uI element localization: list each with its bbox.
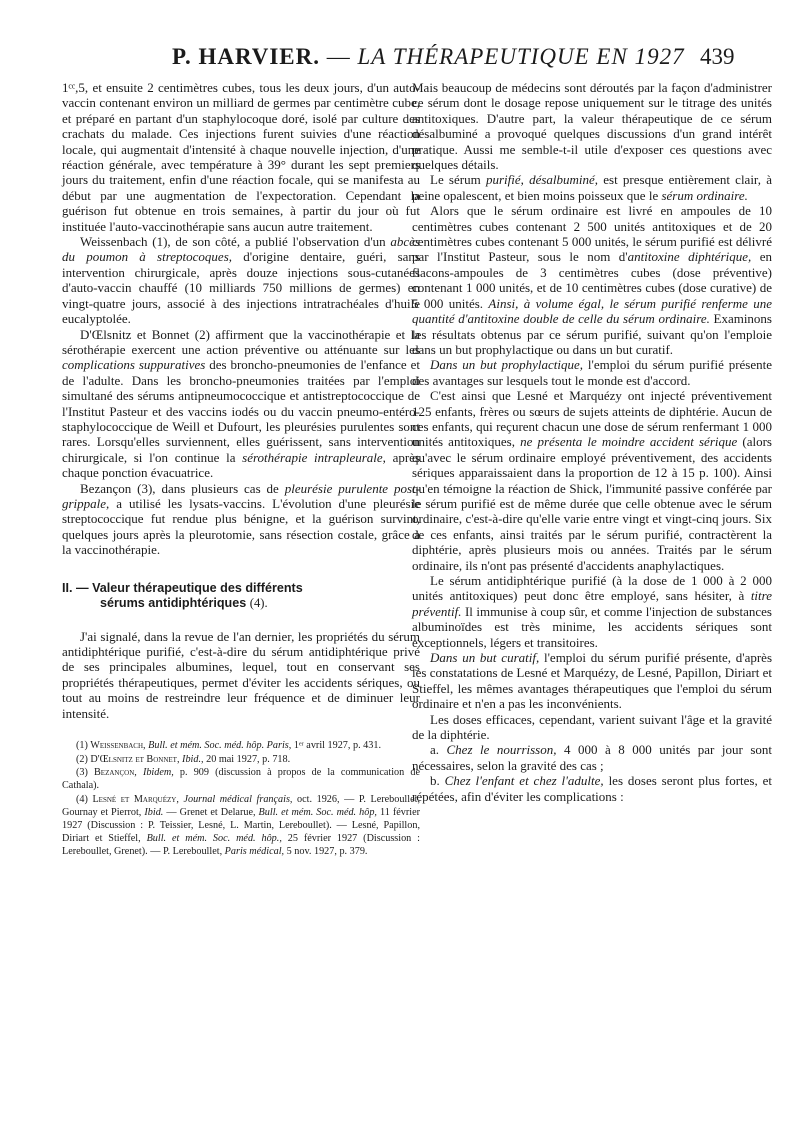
section-title-line1: Valeur thérapeutique des différents [92, 580, 303, 595]
footnote: (3) Bezançon, Ibidem, p. 909 (discussion à propos de la communication de Cathala). [62, 767, 420, 792]
left-column [62, 80, 420, 859]
section-dash: — [76, 580, 89, 595]
paragraph: Bezançon (3), dans plusieurs cas de pleurésie purulente post-grippale, a utilisé les lysats-vaccins. L'évolution d'une pleurésie streptococcique fut rendue plus bénigne, et la guérison survint, quelques jours après la pleurotomie, sans résection costale, grâce à la vaccinothérapie. [62, 480, 420, 558]
section-title-line2: sérums antidiphtériques [100, 595, 247, 610]
footnote: (1) Weissenbach, Bull. et mém. Soc. méd. hôp. Paris, 1ᵉʳ avril 1927, p. 431. [76, 740, 382, 752]
paragraph: Weissenbach (1), de son côté, a publié l'observation d'un abcès du poumon à streptocoques, d'origine dentaire, guéri, sans intervention chirurgicale, après douze injections sous-cutanées d'auto-vaccin chauffé (10 milliards 750 millions de germes) en vingt-quatre jours, associé à des injections intratrachéales d'huile eucalyptolée. [62, 234, 420, 327]
footnotes [62, 739, 420, 858]
paragraph: J'ai signalé, dans la revue de l'an dernier, les propriétés du sérum antidiphtérique purifié, c'est-à-dire du sérum antidiphtérique privé de ses principales albumines, lequel, tout en conservant ses propriétés thérapeutiques, permet d'éviter les accidents sériques, ou tout au moins de restreindre leur fréquence et de diminuer leur intensité. [62, 628, 420, 721]
section-heading [62, 581, 420, 611]
section-number: II. [62, 580, 73, 595]
section-footnote-ref: (4). [249, 595, 268, 610]
right-column [412, 80, 772, 804]
paragraph: Dans un but curatif, l'emploi du sérum purifié présente, d'après les constatations de Lesné et Marquézy, de Lesné, Papillon, Diriart et Stieffel, les mêmes avantages thérapeutiques que l'emploi du sérum ordinaire et n'en a pas les inconvénients. [412, 650, 772, 712]
paragraph: 1ᶜᶜ,5, et ensuite 2 centimètres cubes, tous les deux jours, d'un auto-vaccin contenant environ un milliard de germes par centimètre cube, et préparé en partant d'un staphylocoque doré, isolé par culture des crachats du malade. Ces injections furent suivies d'une réaction locale, qui augmentait d'intensité à chaque nouvelle injection, d'une réaction générale, avec température à 39° durant les sept premiers jours du traitement, enfin d'une réaction focale, qui se manifesta au début par une augmentation de l'expectoration. Cependant la guérison fut obtenue en trois semaines, à partir du jour où fut instituée l'auto-vaccinothérapie sans aucun autre traitement. [62, 80, 420, 234]
paragraph: Le sérum purifié, désalbuminé, est presque entièrement clair, à peine opalescent, et bien moins poisseux que le sérum ordinaire. [412, 172, 772, 203]
footnote: (2) D'Œlsnitz et Bonnet, Ibid., 20 mai 1927, p. 718. [76, 753, 291, 765]
running-title [172, 44, 685, 70]
paragraph: D'Œlsnitz et Bonnet (2) affirment que la vaccinothérapie et la sérothérapie exercent une action préventive ou atténuante sur les complications suppuratives des broncho-pneumonies de l'enfance et de l'adulte. Dans les broncho-pneumonies traitées par l'emploi simultané des sérums antipneumococcique et antistreptococcique de l'Institut Pasteur et des vaccins iodés ou du vaccin pneumo-entéro-staphylococcique de Weill et Dufourt, les pleurésies purulentes sont rares. Lorsqu'elles surviennent, elles guérissent, sans intervention chirurgicale, si l'on continue la sérothérapie intrapleurale, après chaque ponction évacuatrice. [62, 326, 420, 481]
paragraph: C'est ainsi que Lesné et Marquézy ont injecté préventivement 125 enfants, frères ou sœurs de sujets atteints de diphtérie. Aucun de ces enfants, qui reçurent chacun une dose de sérum renfermant 1 000 unités antitoxiques, ne présenta le moindre accident sérique (alors qu'avec le sérum ordinaire employé préventivement, des accidents sériques apparaissaient dans la proportion de 12 à 15 p. 100). Ainsi qu'en témoigne la réaction de Shick, l'immunité passive conférée par le sérum purifié est de même durée que celle obtenue avec le sérum ordinaire, c'est-à-dire qu'elle varie entre vingt et vingt-cinq jours. Six de ces enfants, ainsi traités par le sérum purifié, contractèrent la diphtérie, après plusieurs mois ou années. Traités par le sérum ordinaire, ils n'ont pas présenté d'accidents anaphylactiques. [412, 388, 772, 573]
list-item: b. Chez l'enfant et chez l'adulte, les doses seront plus fortes, et répétées, afin d'éviter les complications : [412, 773, 772, 804]
paragraph: Les doses efficaces, cependant, varient suivant l'âge et la gravité de la diphtérie. [412, 711, 772, 743]
running-header [0, 44, 800, 80]
list-item: a. Chez le nourrisson, 4 000 à 8 000 unités par jour sont nécessaires, selon la gravité des cas ; [412, 742, 772, 773]
header-title: LA THÉRAPEUTIQUE EN [357, 44, 628, 69]
header-dash: — [326, 44, 351, 69]
paragraph: Alors que le sérum ordinaire est livré en ampoules de 10 centimètres cubes contenant 2 500 unités antitoxiques et de 20 centimètres cubes contenant 5 000 unités, le sérum purifié est délivré par l'Institut Pasteur, sous le nom d'antitoxine diphtérique, en flacons-ampoules de 3 centimètres cubes (dose préventive) contenant 1 000 unités, et de 10 centimètres cubes (dose curative) de 5 000 unités. Ainsi, à volume égal, le sérum purifié renferme une quantité d'antitoxine double de celle du sérum ordinaire. Examinons les résultats obtenus par ce sérum purifié, suivant qu'on l'emploie dans un but prophylactique ou dans un but curatif. [412, 203, 772, 357]
paragraph: Le sérum antidiphtérique purifié (à la dose de 1 000 à 2 000 unités antitoxiques) peut donc être employé, sans hésiter, à titre préventif. Il immunise à coup sûr, et comme l'injection de substances albuminoïdes est très minime, les accidents sériques sont exceptionnels, légers et transitoires. [412, 573, 772, 650]
header-year: 1927 [634, 44, 685, 69]
paragraph: Mais beaucoup de médecins sont déroutés par la façon d'administrer ce sérum dont le dosage repose uniquement sur le titrage des unités antitoxiques. D'autre part, la valeur thérapeutique de ce sérum désalbuminé a provoqué quelques discussions d'un grand intérêt pratique. Aussi me semble-t-il utile d'exposer ces questions avec quelques détails. [412, 80, 772, 173]
page-number: 439 [700, 44, 735, 69]
paragraph: Dans un but prophylactique, l'emploi du sérum purifié présente des avantages sur lesquels tout le monde est d'accord. [412, 357, 773, 388]
header-author: P. HARVIER. [172, 44, 321, 69]
footnote: (4) Lesné et Marquézy, Journal médical français, oct. 1926, — P. Lereboullet, Gournay et Pierrot, Ibid. — Grenet et Delarue, Bull. et mém. Soc. méd. hôp, 11 février 1927 (Discussion : P. Teissier, Lesné, L. Martin, Lereboullet). — Lesné, Papillon, Diriart et Stieffel, Bull. et mém. Soc. méd. hôp., 25 février 1927 (Discussion : Lereboullet, Grenet). — P. Lereboullet, Paris médical, 5 nov. 1927, p. 379. [62, 793, 421, 858]
